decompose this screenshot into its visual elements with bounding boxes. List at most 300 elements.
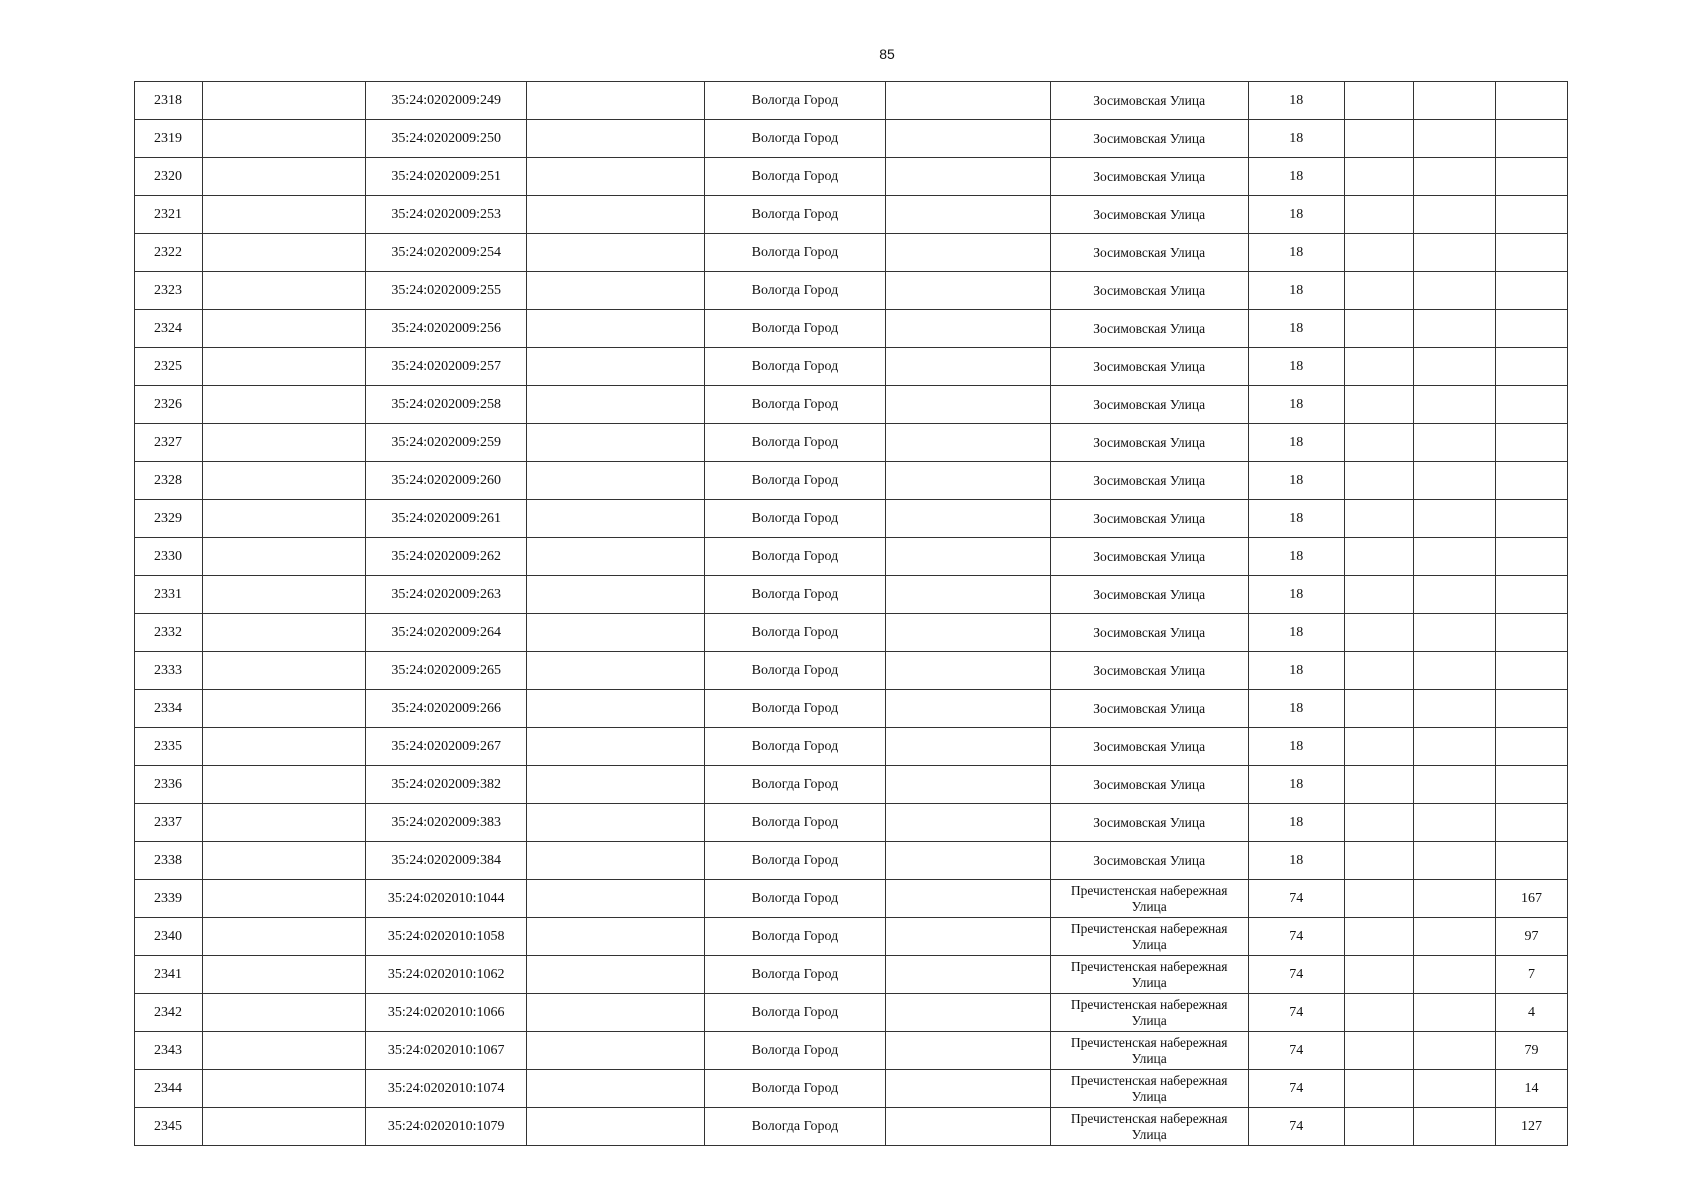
cell-empty xyxy=(1344,1070,1413,1108)
cell-empty xyxy=(885,196,1050,234)
table-row xyxy=(135,1032,1568,1070)
cell-empty xyxy=(1413,690,1495,728)
cell-row-number: 2329 xyxy=(135,500,203,538)
cell-street: Пречистенская набережная Улица xyxy=(1050,880,1248,918)
cell-empty xyxy=(885,842,1050,880)
cell-apartment-number xyxy=(1495,424,1567,462)
cell-apartment-number: 14 xyxy=(1495,1070,1567,1108)
cell-row-number: 2322 xyxy=(135,234,203,272)
cell-cadastral-number: 35:24:0202010:1058 xyxy=(366,918,527,956)
cell-cadastral-number: 35:24:0202010:1044 xyxy=(366,880,527,918)
cell-city: Вологда Город xyxy=(705,82,885,120)
cell-empty xyxy=(1344,272,1413,310)
cell-row-number: 2328 xyxy=(135,462,203,500)
cell-empty xyxy=(527,272,705,310)
cell-empty xyxy=(203,728,366,766)
cell-house-number: 74 xyxy=(1248,1070,1344,1108)
cell-row-number: 2338 xyxy=(135,842,203,880)
cell-city: Вологда Город xyxy=(705,766,885,804)
cell-apartment-number xyxy=(1495,614,1567,652)
cell-cadastral-number: 35:24:0202009:254 xyxy=(366,234,527,272)
cell-empty xyxy=(203,234,366,272)
table-row xyxy=(135,1070,1568,1108)
cell-city: Вологда Город xyxy=(705,614,885,652)
cell-empty xyxy=(1344,956,1413,994)
table-row xyxy=(135,1108,1568,1146)
cell-street: Пречистенская набережная Улица xyxy=(1050,994,1248,1032)
cell-empty xyxy=(1413,82,1495,120)
cell-empty xyxy=(1344,386,1413,424)
cell-cadastral-number: 35:24:0202009:263 xyxy=(366,576,527,614)
cell-empty xyxy=(885,614,1050,652)
cell-empty xyxy=(1413,1032,1495,1070)
cell-house-number: 74 xyxy=(1248,994,1344,1032)
cell-empty xyxy=(1344,462,1413,500)
cell-empty xyxy=(1413,766,1495,804)
cell-apartment-number xyxy=(1495,82,1567,120)
cell-house-number: 18 xyxy=(1248,158,1344,196)
cell-empty xyxy=(1344,538,1413,576)
cell-street: Зосимовская Улица xyxy=(1050,842,1248,880)
cell-city: Вологда Город xyxy=(705,538,885,576)
table-row xyxy=(135,652,1568,690)
cell-cadastral-number: 35:24:0202009:262 xyxy=(366,538,527,576)
cell-apartment-number xyxy=(1495,728,1567,766)
table-row xyxy=(135,348,1568,386)
cell-empty xyxy=(1413,918,1495,956)
cell-empty xyxy=(203,690,366,728)
cell-empty xyxy=(527,1070,705,1108)
cell-empty xyxy=(203,880,366,918)
cell-house-number: 18 xyxy=(1248,424,1344,462)
cell-house-number: 74 xyxy=(1248,1032,1344,1070)
table-row xyxy=(135,120,1568,158)
cell-empty xyxy=(1413,500,1495,538)
cell-city: Вологда Город xyxy=(705,310,885,348)
cell-apartment-number xyxy=(1495,272,1567,310)
cell-empty xyxy=(1413,234,1495,272)
cell-row-number: 2325 xyxy=(135,348,203,386)
cell-empty xyxy=(527,538,705,576)
table-row xyxy=(135,196,1568,234)
cell-empty xyxy=(203,956,366,994)
cell-empty xyxy=(1344,576,1413,614)
cell-cadastral-number: 35:24:0202010:1079 xyxy=(366,1108,527,1146)
cell-cadastral-number: 35:24:0202009:383 xyxy=(366,804,527,842)
cell-apartment-number xyxy=(1495,386,1567,424)
cell-empty xyxy=(1344,196,1413,234)
cell-empty xyxy=(527,994,705,1032)
cell-cadastral-number: 35:24:0202009:382 xyxy=(366,766,527,804)
cell-cadastral-number: 35:24:0202009:260 xyxy=(366,462,527,500)
cell-cadastral-number: 35:24:0202009:256 xyxy=(366,310,527,348)
cell-empty xyxy=(1344,1108,1413,1146)
cell-row-number: 2332 xyxy=(135,614,203,652)
cell-empty xyxy=(885,424,1050,462)
cell-row-number: 2323 xyxy=(135,272,203,310)
cell-row-number: 2345 xyxy=(135,1108,203,1146)
cell-empty xyxy=(885,234,1050,272)
cell-street: Пречистенская набережная Улица xyxy=(1050,918,1248,956)
cell-empty xyxy=(527,766,705,804)
cell-house-number: 18 xyxy=(1248,196,1344,234)
cell-empty xyxy=(885,918,1050,956)
cell-empty xyxy=(1413,1070,1495,1108)
table-body xyxy=(135,82,1568,1146)
cell-apartment-number xyxy=(1495,652,1567,690)
cell-empty xyxy=(1344,728,1413,766)
cell-empty xyxy=(1413,956,1495,994)
cell-apartment-number xyxy=(1495,576,1567,614)
cell-row-number: 2331 xyxy=(135,576,203,614)
cell-empty xyxy=(203,500,366,538)
cell-empty xyxy=(885,82,1050,120)
table-row xyxy=(135,234,1568,272)
cell-cadastral-number: 35:24:0202010:1066 xyxy=(366,994,527,1032)
cell-empty xyxy=(885,120,1050,158)
cell-empty xyxy=(203,576,366,614)
cell-empty xyxy=(885,310,1050,348)
table-row xyxy=(135,310,1568,348)
table-row xyxy=(135,82,1568,120)
cell-apartment-number xyxy=(1495,766,1567,804)
cell-empty xyxy=(527,804,705,842)
cell-empty xyxy=(1413,538,1495,576)
table-row xyxy=(135,576,1568,614)
cell-empty xyxy=(527,82,705,120)
cell-city: Вологда Город xyxy=(705,1108,885,1146)
cell-empty xyxy=(1413,804,1495,842)
table-row xyxy=(135,690,1568,728)
cell-row-number: 2319 xyxy=(135,120,203,158)
cell-city: Вологда Город xyxy=(705,348,885,386)
cell-street: Зосимовская Улица xyxy=(1050,690,1248,728)
cell-house-number: 18 xyxy=(1248,804,1344,842)
cell-empty xyxy=(203,462,366,500)
register-table xyxy=(134,81,1568,1146)
cell-city: Вологда Город xyxy=(705,842,885,880)
cell-cadastral-number: 35:24:0202009:253 xyxy=(366,196,527,234)
cell-empty xyxy=(885,728,1050,766)
cell-empty xyxy=(203,1108,366,1146)
cell-street: Зосимовская Улица xyxy=(1050,766,1248,804)
cell-empty xyxy=(1344,1032,1413,1070)
cell-empty xyxy=(885,576,1050,614)
cell-empty xyxy=(203,424,366,462)
cell-cadastral-number: 35:24:0202009:257 xyxy=(366,348,527,386)
cell-empty xyxy=(203,1070,366,1108)
cell-house-number: 18 xyxy=(1248,842,1344,880)
cell-empty xyxy=(1344,500,1413,538)
cell-city: Вологда Город xyxy=(705,1070,885,1108)
cell-empty xyxy=(527,1108,705,1146)
cell-empty xyxy=(1413,120,1495,158)
cell-city: Вологда Город xyxy=(705,1032,885,1070)
cell-house-number: 18 xyxy=(1248,348,1344,386)
cell-street: Зосимовская Улица xyxy=(1050,652,1248,690)
cell-cadastral-number: 35:24:0202009:250 xyxy=(366,120,527,158)
cell-street: Зосимовская Улица xyxy=(1050,158,1248,196)
cell-empty xyxy=(203,386,366,424)
cell-empty xyxy=(1413,576,1495,614)
cell-house-number: 18 xyxy=(1248,272,1344,310)
cell-row-number: 2330 xyxy=(135,538,203,576)
cell-empty xyxy=(885,1032,1050,1070)
cell-street: Зосимовская Улица xyxy=(1050,120,1248,158)
cell-street: Зосимовская Улица xyxy=(1050,576,1248,614)
cell-street: Пречистенская набережная Улица xyxy=(1050,1032,1248,1070)
cell-empty xyxy=(527,652,705,690)
cell-cadastral-number: 35:24:0202009:265 xyxy=(366,652,527,690)
cell-empty xyxy=(1344,690,1413,728)
cell-cadastral-number: 35:24:0202009:267 xyxy=(366,728,527,766)
cell-city: Вологда Город xyxy=(705,272,885,310)
cell-apartment-number xyxy=(1495,158,1567,196)
cell-city: Вологда Город xyxy=(705,956,885,994)
cell-apartment-number xyxy=(1495,690,1567,728)
cell-house-number: 18 xyxy=(1248,576,1344,614)
cell-apartment-number: 4 xyxy=(1495,994,1567,1032)
table-row xyxy=(135,880,1568,918)
cell-house-number: 18 xyxy=(1248,690,1344,728)
cell-row-number: 2324 xyxy=(135,310,203,348)
cell-empty xyxy=(885,994,1050,1032)
cell-house-number: 18 xyxy=(1248,310,1344,348)
cell-city: Вологда Город xyxy=(705,234,885,272)
cell-empty xyxy=(527,158,705,196)
page-number: 85 xyxy=(879,46,895,62)
cell-street: Зосимовская Улица xyxy=(1050,462,1248,500)
cell-apartment-number xyxy=(1495,310,1567,348)
cell-empty xyxy=(885,956,1050,994)
cell-cadastral-number: 35:24:0202009:249 xyxy=(366,82,527,120)
cell-empty xyxy=(527,956,705,994)
cell-city: Вологда Город xyxy=(705,500,885,538)
cell-house-number: 18 xyxy=(1248,500,1344,538)
cell-row-number: 2343 xyxy=(135,1032,203,1070)
cell-cadastral-number: 35:24:0202009:259 xyxy=(366,424,527,462)
cell-empty xyxy=(527,614,705,652)
cell-empty xyxy=(203,766,366,804)
cell-empty xyxy=(203,842,366,880)
table-row xyxy=(135,728,1568,766)
cell-empty xyxy=(203,158,366,196)
cell-empty xyxy=(1344,424,1413,462)
cell-empty xyxy=(203,918,366,956)
cell-empty xyxy=(1413,310,1495,348)
cell-street: Пречистенская набережная Улица xyxy=(1050,1108,1248,1146)
cell-empty xyxy=(527,348,705,386)
cell-house-number: 74 xyxy=(1248,918,1344,956)
cell-empty xyxy=(1344,842,1413,880)
cell-empty xyxy=(1413,272,1495,310)
cell-row-number: 2334 xyxy=(135,690,203,728)
cell-street: Зосимовская Улица xyxy=(1050,310,1248,348)
cell-empty xyxy=(885,652,1050,690)
cell-empty xyxy=(203,310,366,348)
cell-city: Вологда Город xyxy=(705,576,885,614)
cell-empty xyxy=(527,690,705,728)
cell-empty xyxy=(1344,310,1413,348)
cell-row-number: 2318 xyxy=(135,82,203,120)
cell-house-number: 74 xyxy=(1248,1108,1344,1146)
cell-empty xyxy=(1344,82,1413,120)
cell-empty xyxy=(527,918,705,956)
cell-row-number: 2327 xyxy=(135,424,203,462)
cell-empty xyxy=(1413,462,1495,500)
cell-row-number: 2336 xyxy=(135,766,203,804)
cell-house-number: 18 xyxy=(1248,386,1344,424)
cell-street: Зосимовская Улица xyxy=(1050,804,1248,842)
cell-street: Зосимовская Улица xyxy=(1050,272,1248,310)
cell-empty xyxy=(1344,766,1413,804)
cell-row-number: 2326 xyxy=(135,386,203,424)
table-row xyxy=(135,766,1568,804)
cell-house-number: 18 xyxy=(1248,614,1344,652)
cell-empty xyxy=(1413,994,1495,1032)
cell-house-number: 74 xyxy=(1248,880,1344,918)
cell-street: Зосимовская Улица xyxy=(1050,538,1248,576)
cell-row-number: 2340 xyxy=(135,918,203,956)
cell-city: Вологда Город xyxy=(705,652,885,690)
cell-row-number: 2333 xyxy=(135,652,203,690)
cell-apartment-number: 167 xyxy=(1495,880,1567,918)
cell-empty xyxy=(885,1108,1050,1146)
cell-empty xyxy=(527,234,705,272)
cell-cadastral-number: 35:24:0202009:251 xyxy=(366,158,527,196)
cell-cadastral-number: 35:24:0202009:384 xyxy=(366,842,527,880)
cell-city: Вологда Город xyxy=(705,880,885,918)
cell-apartment-number xyxy=(1495,500,1567,538)
cell-street: Зосимовская Улица xyxy=(1050,614,1248,652)
cell-house-number: 18 xyxy=(1248,652,1344,690)
cell-empty xyxy=(885,1070,1050,1108)
cell-house-number: 18 xyxy=(1248,538,1344,576)
cell-apartment-number xyxy=(1495,538,1567,576)
cell-cadastral-number: 35:24:0202010:1067 xyxy=(366,1032,527,1070)
cell-empty xyxy=(1344,120,1413,158)
cell-street: Зосимовская Улица xyxy=(1050,728,1248,766)
cell-cadastral-number: 35:24:0202009:264 xyxy=(366,614,527,652)
cell-house-number: 18 xyxy=(1248,728,1344,766)
cell-empty xyxy=(1344,994,1413,1032)
cell-city: Вологда Город xyxy=(705,196,885,234)
cell-empty xyxy=(203,804,366,842)
cell-apartment-number xyxy=(1495,234,1567,272)
cell-empty xyxy=(1413,158,1495,196)
cell-house-number: 74 xyxy=(1248,956,1344,994)
cell-empty xyxy=(1344,158,1413,196)
cell-street: Зосимовская Улица xyxy=(1050,386,1248,424)
cell-row-number: 2341 xyxy=(135,956,203,994)
cell-city: Вологда Город xyxy=(705,994,885,1032)
cell-house-number: 18 xyxy=(1248,120,1344,158)
cell-empty xyxy=(527,880,705,918)
cell-cadastral-number: 35:24:0202009:266 xyxy=(366,690,527,728)
cell-empty xyxy=(1413,196,1495,234)
table-row xyxy=(135,462,1568,500)
cell-city: Вологда Город xyxy=(705,690,885,728)
cell-empty xyxy=(527,842,705,880)
cell-empty xyxy=(885,538,1050,576)
cell-empty xyxy=(527,500,705,538)
cell-cadastral-number: 35:24:0202010:1062 xyxy=(366,956,527,994)
cell-house-number: 18 xyxy=(1248,234,1344,272)
cell-city: Вологда Город xyxy=(705,918,885,956)
cell-cadastral-number: 35:24:0202009:255 xyxy=(366,272,527,310)
cell-empty xyxy=(885,272,1050,310)
cell-empty xyxy=(885,500,1050,538)
cell-empty xyxy=(203,82,366,120)
cell-empty xyxy=(885,880,1050,918)
cell-empty xyxy=(1344,348,1413,386)
cell-apartment-number xyxy=(1495,120,1567,158)
cell-house-number: 18 xyxy=(1248,766,1344,804)
cell-street: Зосимовская Улица xyxy=(1050,234,1248,272)
cell-city: Вологда Город xyxy=(705,728,885,766)
cell-empty xyxy=(1344,918,1413,956)
cell-apartment-number xyxy=(1495,462,1567,500)
cell-empty xyxy=(1344,880,1413,918)
table-row xyxy=(135,918,1568,956)
cell-row-number: 2335 xyxy=(135,728,203,766)
cell-row-number: 2344 xyxy=(135,1070,203,1108)
cell-city: Вологда Город xyxy=(705,804,885,842)
cell-street: Зосимовская Улица xyxy=(1050,348,1248,386)
cell-empty xyxy=(1344,804,1413,842)
cell-empty xyxy=(1413,652,1495,690)
cell-street: Зосимовская Улица xyxy=(1050,424,1248,462)
cell-empty xyxy=(527,386,705,424)
cell-city: Вологда Город xyxy=(705,386,885,424)
table-row xyxy=(135,842,1568,880)
cell-empty xyxy=(527,120,705,158)
cell-empty xyxy=(203,614,366,652)
cell-row-number: 2321 xyxy=(135,196,203,234)
cell-street: Пречистенская набережная Улица xyxy=(1050,956,1248,994)
cell-empty xyxy=(1344,652,1413,690)
cell-empty xyxy=(885,766,1050,804)
cell-empty xyxy=(527,728,705,766)
cell-empty xyxy=(1413,348,1495,386)
cell-apartment-number xyxy=(1495,196,1567,234)
cell-empty xyxy=(1413,1108,1495,1146)
cell-cadastral-number: 35:24:0202009:261 xyxy=(366,500,527,538)
cell-empty xyxy=(527,310,705,348)
cell-empty xyxy=(527,196,705,234)
table-row xyxy=(135,424,1568,462)
cell-empty xyxy=(1344,614,1413,652)
cell-empty xyxy=(885,462,1050,500)
cell-empty xyxy=(1413,614,1495,652)
cell-row-number: 2320 xyxy=(135,158,203,196)
table-row xyxy=(135,994,1568,1032)
cell-street: Зосимовская Улица xyxy=(1050,82,1248,120)
cell-empty xyxy=(1413,728,1495,766)
cell-city: Вологда Город xyxy=(705,462,885,500)
cell-empty xyxy=(1413,880,1495,918)
cell-cadastral-number: 35:24:0202009:258 xyxy=(366,386,527,424)
cell-empty xyxy=(203,348,366,386)
cell-empty xyxy=(1413,424,1495,462)
cell-empty xyxy=(527,424,705,462)
cell-city: Вологда Город xyxy=(705,158,885,196)
cell-row-number: 2339 xyxy=(135,880,203,918)
cell-empty xyxy=(527,462,705,500)
cell-empty xyxy=(1413,842,1495,880)
cell-street: Зосимовская Улица xyxy=(1050,196,1248,234)
cell-empty xyxy=(885,158,1050,196)
